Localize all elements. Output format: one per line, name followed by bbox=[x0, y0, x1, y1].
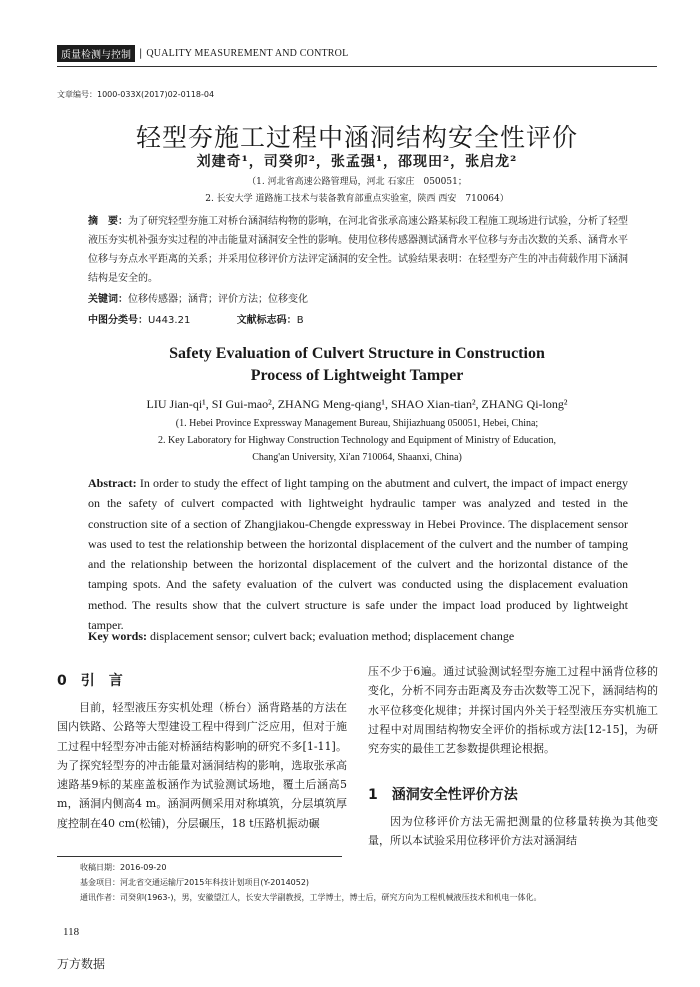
en-title bbox=[57, 343, 657, 387]
clc-value: U443.21 bbox=[148, 315, 191, 326]
en-title-line-1: Safety Evaluation of Culvert Structure in Construction bbox=[169, 345, 545, 362]
header-separator: | bbox=[139, 48, 143, 59]
right-column-paragraph-1: 压不少于6遍。通过试验测试轻型夯施工过程中涵背位移的变化，分析不同夯击距离及夯击次数等工况下，涵洞结构的水平位移变化规律；并探讨国内外关于轻型液压夯实机施工过程中对周围结构物安全评价的指标或方法[12-15]，为研究夯实的最佳工艺参数提供理论根据。 bbox=[368, 665, 658, 756]
cn-affiliation-1: （1. 河北省高速公路管理局，河北 石家庄 050051； bbox=[247, 177, 467, 187]
cn-classification bbox=[88, 311, 304, 326]
en-abstract bbox=[88, 473, 628, 635]
cn-authors: 刘建奇¹，司癸卯²，张孟强¹，邵现田²，张启龙² bbox=[196, 154, 518, 170]
doc-code-value: B bbox=[296, 315, 304, 326]
en-keywords-text: displacement sensor; culvert back; evaluation method; displacement change bbox=[150, 629, 515, 643]
section-title: QUALITY MEASUREMENT AND CONTROL bbox=[146, 48, 349, 59]
en-authors: LIU Jian-qi¹, SI Gui-mao², ZHANG Meng-qiang¹, SHAO Xian-tian², ZHANG Qi-long² bbox=[146, 397, 568, 411]
header-rule bbox=[57, 66, 657, 67]
cn-abstract-label: 摘 要： bbox=[88, 216, 128, 227]
cn-abstract-text: 为了研究轻型夯施工对桥台涵洞结构物的影响，在河北省张承高速公路某标段工程施工现场进行试验，分析了轻型液压夯实机补强夯实过程的冲击能量对涵洞安全性的影响。使用位移传感器测试涵背水平位移与夯击次数的关系、涵背水平位移与夯点水平距离的关系；并采用位移评价方法评定涵洞的安全性。试验结果表明：在轻型夯产生的冲击荷载作用下涵洞结构是安全的。 bbox=[88, 216, 628, 284]
footnote-received: 收稿日期：2016-09-20 bbox=[80, 863, 167, 872]
en-abstract-label: Abstract: bbox=[88, 476, 137, 490]
en-affiliation-2: 2. Key Laboratory for Highway Construction Technology and Equipment of Ministry of Education, bbox=[158, 435, 556, 446]
cn-keywords bbox=[88, 290, 308, 305]
journal-header bbox=[57, 46, 348, 61]
wanfang-logo: 万方数据 bbox=[57, 957, 106, 971]
cn-title: 轻型夯施工过程中涵洞结构安全性评价 bbox=[135, 123, 578, 152]
section-badge: 质量检测与控制 bbox=[57, 45, 135, 62]
doc-code-label: 文献标志码： bbox=[236, 315, 297, 326]
section-1-heading: 1 涵洞安全性评价方法 bbox=[368, 787, 518, 803]
en-affiliation-3: Chang'an University, Xi'an 710064, Shaanxi, China) bbox=[252, 452, 462, 463]
footnote-author: 通讯作者：司癸卯(1963-)，男，安徽望江人，长安大学副教授，工学博士，博士后，研究方向为工程机械液压技术和机电一体化。 bbox=[80, 893, 542, 902]
en-abstract-text: In order to study the effect of light tamping on the abutment and culvert, the impact of impact energy on the safety of culvert compacted with lightweight hydraulic tamper was analyzed and tested in the construction site of a section of Zhangjiakou-Chengde expressway in Hebei Province. The displacement sensor was used to test the relationship between the horizontal displacement of the culvert and the number of tamping and the relationship between the horizontal displacement of the culvert and the horizontal distance of the tamping spots. And the safety evaluation of the culvert was conducted using the displacement evaluation method. The results show that the culvert structure is safe under the impact load produced by lightweight tamper. bbox=[88, 476, 628, 633]
en-title-line-2: Process of Lightweight Tamper bbox=[250, 367, 464, 384]
right-column-paragraph-2: 因为位移评价方法无需把测量的位移量转换为其他变量，所以本试验采用位移评价方法对涵洞结 bbox=[368, 815, 658, 848]
footnote-fund: 基金项目：河北省交通运输厅2015年科技计划项目(Y-2014052) bbox=[80, 878, 310, 887]
clc-label: 中图分类号： bbox=[88, 315, 148, 326]
article-number: 文章编号：1000-033X(2017)02-0118-04 bbox=[57, 90, 215, 99]
left-column-paragraph: 目前，轻型液压夯实机处理（桥台）涵背路基的方法在国内铁路、公路等大型建设工程中得到广泛应用，但对于施工过程中轻型夯冲击能对桥涵结构影响的研究不多[1-11]。为了探究轻型夯的冲击能量对涵洞结构的影响，选取张承高速路基9标的某座盖板涵作为试验测试场地，覆土后涵高5 m，涵洞内侧高4 m。涵洞两侧采用对称填筑，分层填筑厚度控制在40 cm(松铺)，分层碾压，18 t压路机振动碾 bbox=[57, 701, 347, 830]
section-0-heading: 0 引 言 bbox=[57, 673, 123, 689]
cn-keywords-label: 关键词： bbox=[88, 294, 128, 305]
en-keywords bbox=[88, 629, 628, 644]
page-number: 118 bbox=[63, 926, 80, 938]
en-affiliation-1: (1. Hebei Province Expressway Management Bureau, Shijiazhuang 050051, Hebei, China; bbox=[175, 418, 539, 429]
cn-affiliation-2: 2. 长安大学 道路施工技术与装备教育部重点实验室，陕西 西安 710064） bbox=[205, 194, 509, 204]
footnote-rule bbox=[57, 856, 342, 857]
en-keywords-label: Key words: bbox=[88, 629, 147, 643]
cn-abstract bbox=[88, 212, 628, 288]
cn-keywords-text: 位移传感器；涵背；评价方法；位移变化 bbox=[128, 294, 308, 305]
